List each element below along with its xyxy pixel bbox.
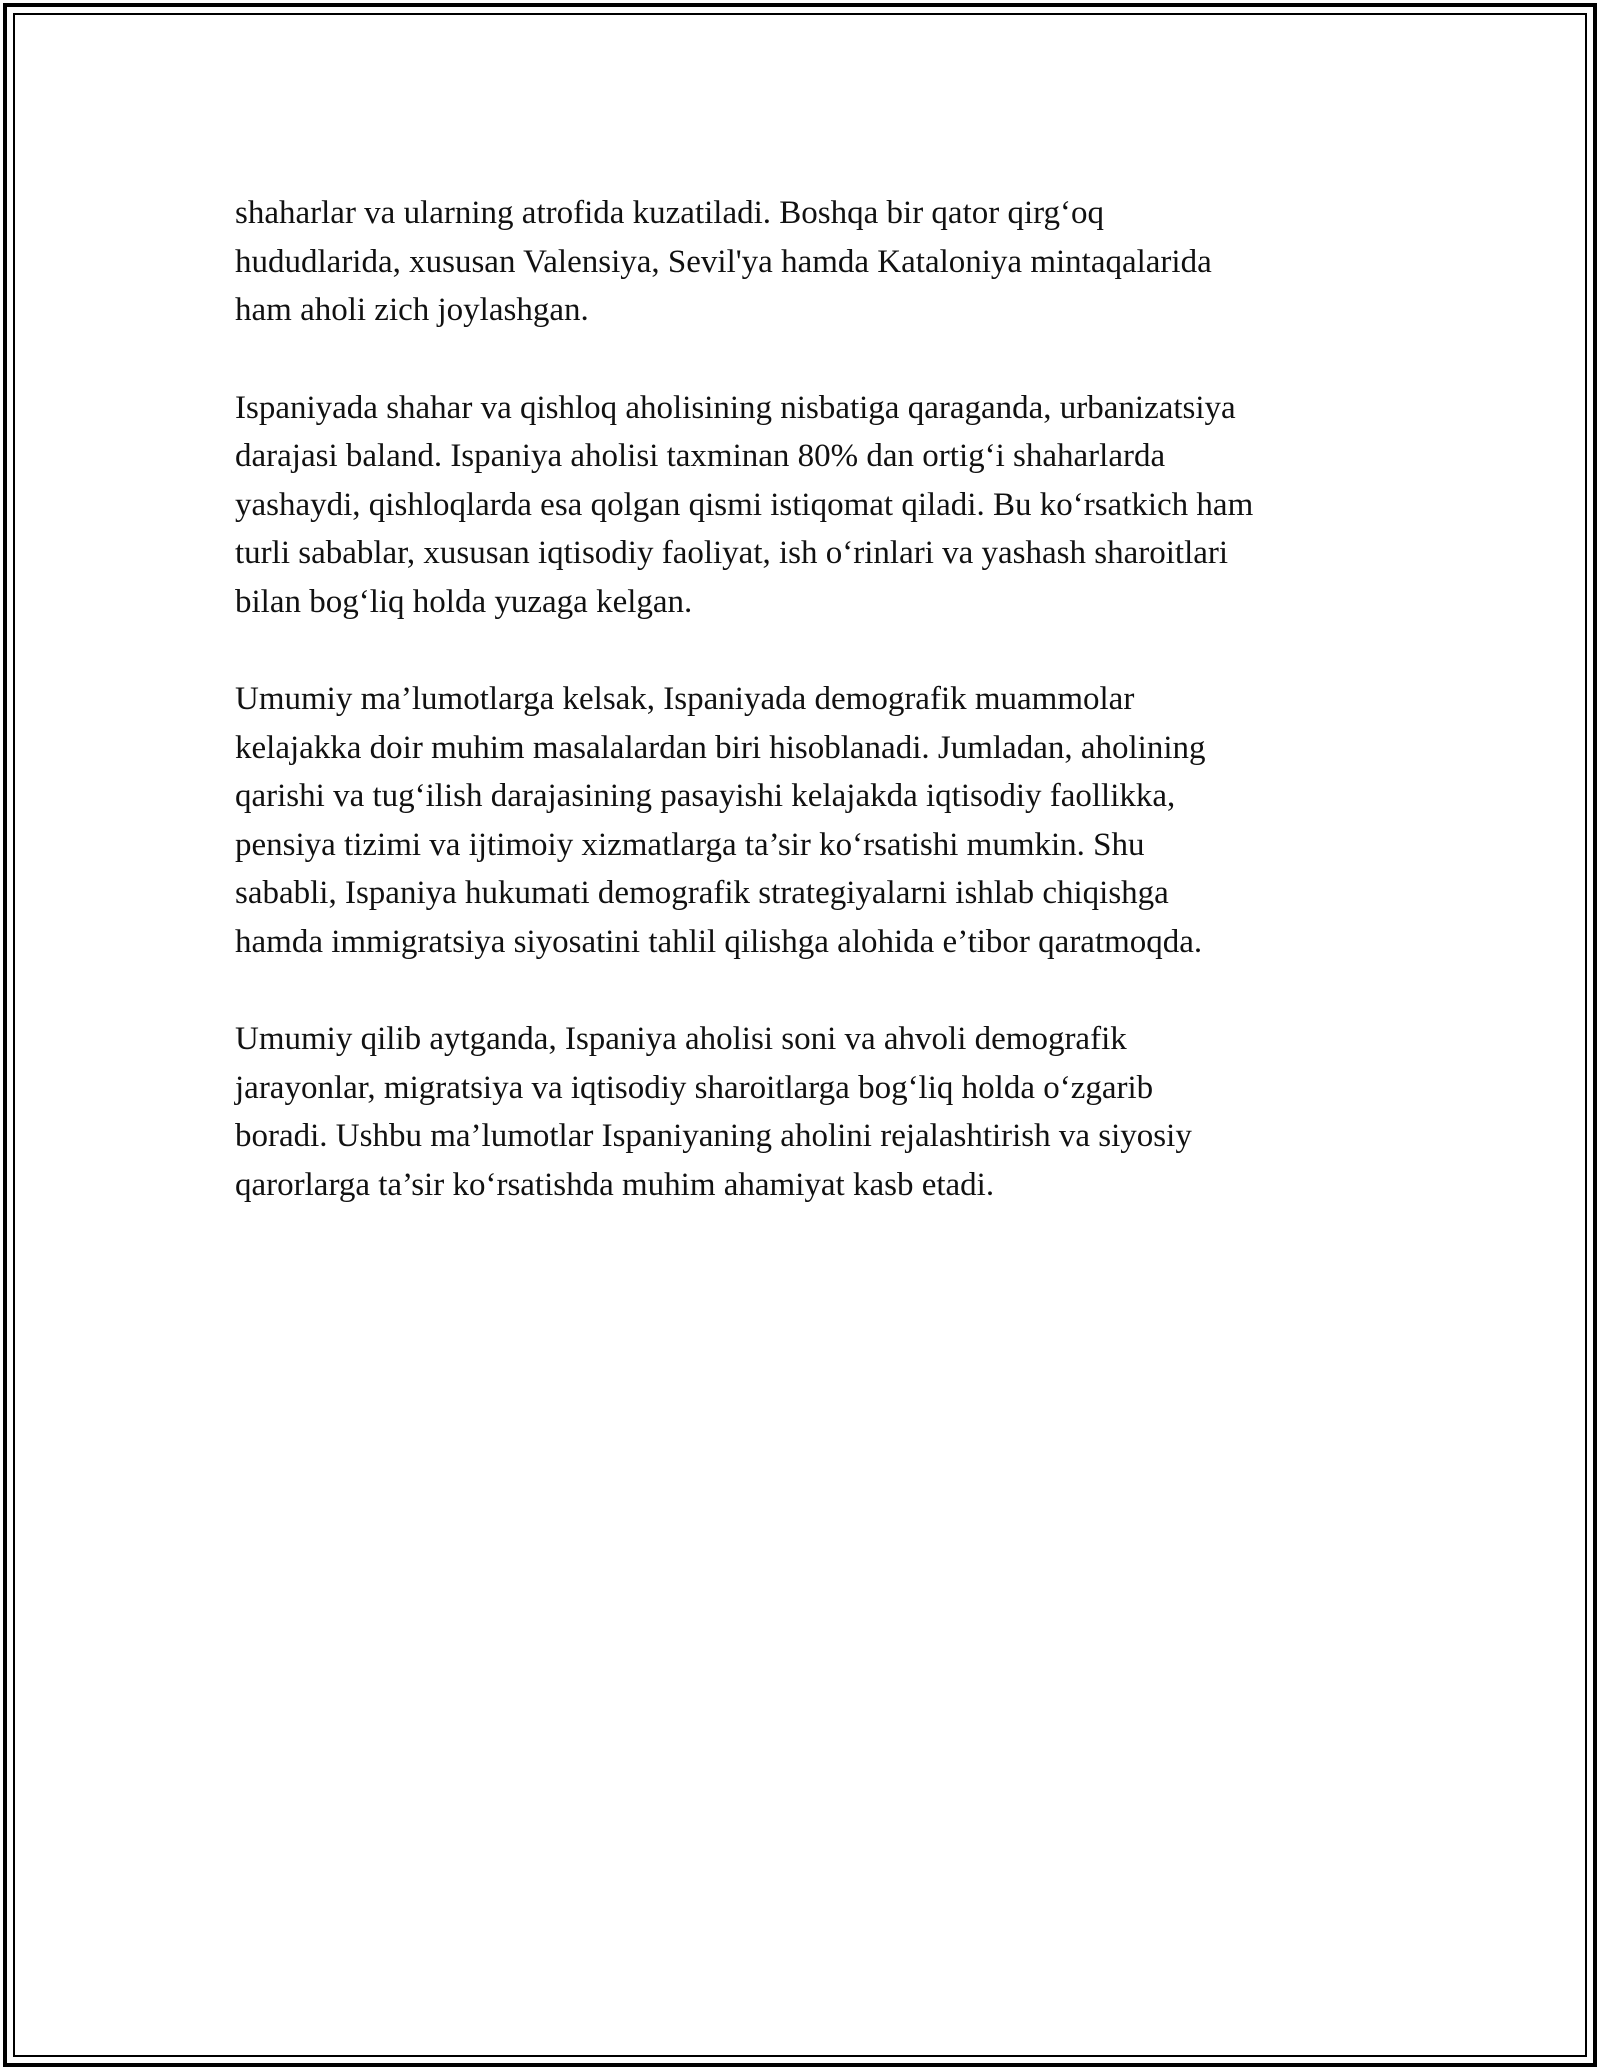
text-line: qarishi va tug‘ilish darajasining pasayishi kelajakda iqtisodiy faollikka, (235, 778, 1176, 814)
text-line: kelajakka doir muhim masalalardan biri hisoblanadi. Jumladan, aholining (235, 729, 1206, 766)
text-line: bilan bog‘liq holda yuzaga kelgan. (235, 583, 693, 620)
paragraph-1 (235, 189, 1375, 335)
text-line: pensiya tizimi va ijtimoiy xizmatlarga ta’sir ko‘rsatishi mumkin. Shu (235, 826, 1145, 863)
paragraph-3 (235, 675, 1375, 966)
paragraph-2 (235, 384, 1375, 627)
text-line: darajasi baland. Ispaniya aholisi taxminan 80% dan ortig‘i shaharlarda (235, 438, 1166, 474)
text-line: hududlarida, xususan Valensiya, Sevil'ya hamda Kataloniya mintaqalarida (235, 243, 1212, 280)
text-line: sababli, Ispaniya hukumati demografik strategiyalarni ishlab chiqishga (235, 875, 1169, 911)
text-line: boradi. Ushbu ma’lumotlar Ispaniyaning aholini rejalashtirish va siyosiy (235, 1118, 1192, 1154)
text-line: Ispaniyada shahar va qishloq aholisining nisbatiga qaraganda, urbanizatsiya (235, 389, 1236, 426)
paragraph-4 (235, 1015, 1375, 1209)
document-body (235, 189, 1375, 1258)
text-line: ham aholi zich joylashgan. (235, 292, 589, 328)
text-line: shaharlar va ularning atrofida kuzatiladi. Boshqa bir qator qirg‘oq (235, 195, 1105, 231)
text-line: turli sabablar, xususan iqtisodiy faoliyat, ish o‘rinlari va yashash sharoitlari (235, 535, 1229, 571)
text-line: hamda immigratsiya siyosatini tahlil qilishga alohida e’tibor qaratmoqda. (235, 923, 1203, 960)
text-line: Umumiy ma’lumotlarga kelsak, Ispaniyada demografik muammolar (235, 681, 1135, 717)
text-line: Umumiy qilib aytganda, Ispaniya aholisi soni va ahvoli demografik (235, 1021, 1127, 1057)
text-line: yashaydi, qishloqlarda esa qolgan qismi istiqomat qiladi. Bu ko‘rsatkich ham (235, 486, 1254, 523)
text-line: jarayonlar, migratsiya va iqtisodiy sharoitlarga bog‘liq holda o‘zgarib (235, 1069, 1154, 1106)
text-line: qarorlarga ta’sir ko‘rsatishda muhim ahamiyat kasb etadi. (235, 1166, 995, 1203)
